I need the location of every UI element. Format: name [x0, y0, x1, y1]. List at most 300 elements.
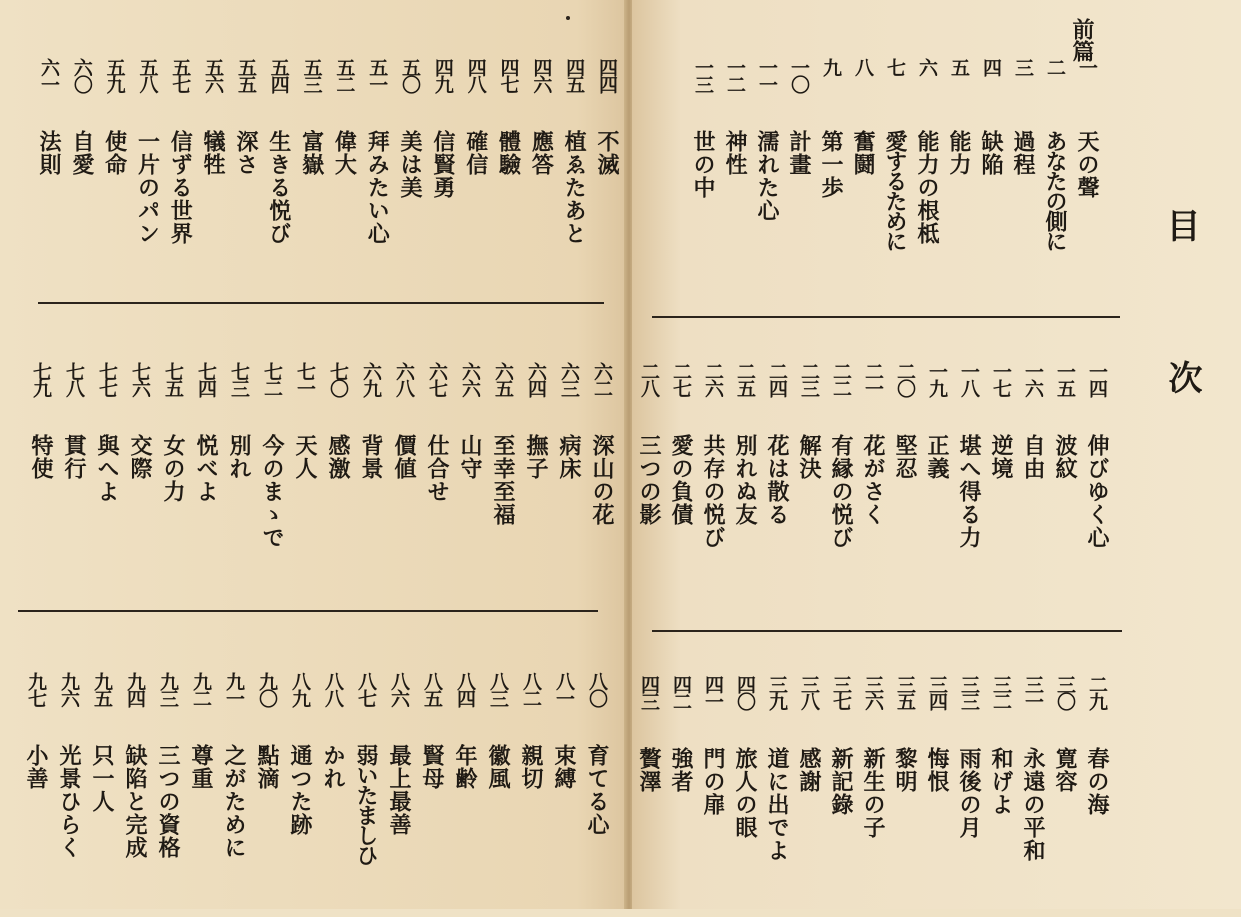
toc-entry[interactable] [753, 58, 780, 300]
toc-entry-title: 第一歩 [818, 130, 844, 199]
toc-entry[interactable] [593, 58, 620, 300]
toc-entry-title: 三つの資格 [155, 744, 181, 859]
toc-entry[interactable] [390, 362, 417, 604]
toc-entry[interactable] [955, 675, 982, 917]
toc-entry-number: 二 [1044, 58, 1066, 75]
toc-entry-title: 堪へ得る力 [956, 434, 982, 549]
toc-entry-number: 六七 [426, 362, 448, 396]
toc-entry[interactable] [363, 58, 390, 300]
toc-entry-number: 二九 [1086, 675, 1108, 709]
toc-entry-number: 三七 [830, 675, 852, 709]
toc-entry[interactable] [199, 58, 226, 300]
toc-entry[interactable] [166, 58, 193, 300]
toc-entry-title: 特使 [28, 434, 54, 480]
toc-entry[interactable] [699, 362, 726, 604]
toc-entry[interactable] [462, 58, 489, 300]
toc-entry-number: 一二 [724, 58, 746, 92]
toc-entry[interactable] [291, 362, 318, 604]
toc-entry-title: 天の聲 [1074, 130, 1100, 199]
toc-entry-number: 二〇 [894, 362, 916, 396]
toc-entry-number: 五一 [366, 58, 389, 92]
toc-entry-number: 八六 [388, 672, 410, 706]
toc-entry-number: 六 [916, 58, 938, 75]
toc-entry[interactable] [429, 58, 456, 300]
toc-entry-number: 九三 [157, 672, 179, 706]
toc-entry-title: 撫子 [523, 434, 549, 480]
toc-entry-number: 一九 [926, 362, 948, 396]
toc-entry-title: 親切 [518, 744, 544, 790]
toc-entry-title: 雨後の月 [956, 747, 982, 839]
toc-entry[interactable] [357, 362, 384, 604]
toc-entry-title: 贅澤 [636, 747, 662, 793]
toc-entry[interactable] [731, 362, 758, 604]
toc-entry-title: 門の扉 [700, 747, 726, 816]
toc-entry-number: 七七 [96, 362, 118, 396]
toc-entry-title: 能力の根柢 [914, 130, 940, 245]
toc-entry[interactable] [795, 362, 822, 604]
toc-entry[interactable] [955, 362, 982, 604]
left-band-3 [10, 672, 610, 902]
toc-entry-title: 愛の負債 [668, 434, 694, 526]
toc-entry-number: 四六 [530, 58, 553, 92]
toc-entry-number: 六九 [360, 362, 382, 396]
right-band-3 [636, 675, 1110, 905]
toc-entry-number: 七六 [129, 362, 151, 396]
toc-entry[interactable] [560, 58, 587, 300]
toc-entry[interactable] [324, 362, 351, 604]
toc-entry-title: 濡れた心 [754, 130, 780, 222]
toc-entry-number: 八〇 [586, 672, 608, 706]
toc-entry[interactable] [527, 58, 554, 300]
toc-entry-title: 缺陥 [978, 130, 1004, 176]
toc-entry-number: 三二 [990, 675, 1012, 709]
toc-entry[interactable] [721, 58, 748, 300]
toc-entry-number: 六一 [38, 58, 60, 92]
toc-entry[interactable] [635, 362, 662, 604]
toc-entry-number: 一四 [1086, 362, 1108, 396]
toc-entry-title: 共存の悦び [700, 434, 726, 549]
toc-entry[interactable] [517, 672, 544, 914]
toc-entry[interactable] [817, 58, 844, 300]
toc-entry-title: 使命 [101, 130, 128, 176]
toc-entry-number: 六二 [591, 362, 613, 396]
toc-entry-number: 五九 [103, 58, 126, 92]
divider-rule [38, 302, 604, 304]
toc-entry-number: 七二 [261, 362, 283, 396]
toc-entry-number: 九二 [190, 672, 212, 706]
toc-entry-title: 通つた跡 [287, 744, 313, 836]
toc-entry[interactable] [159, 362, 186, 604]
toc-entry[interactable] [827, 675, 854, 917]
toc-entry-title: 過程 [1010, 130, 1036, 176]
toc-entry-number: 三九 [766, 675, 788, 709]
toc-entry-title: 育てる心 [584, 744, 610, 836]
toc-entry[interactable] [298, 58, 325, 300]
toc-entry-title: 不滅 [594, 130, 620, 176]
toc-entry-title: 應答 [528, 130, 555, 176]
toc-entry-title: 天人 [292, 434, 318, 480]
toc-entry[interactable] [126, 362, 153, 604]
toc-entry[interactable] [987, 362, 1014, 604]
toc-entry-title: 計畫 [786, 130, 812, 176]
toc-entry[interactable] [550, 672, 577, 914]
divider-rule [18, 610, 598, 612]
toc-entry-title: 花は散る [764, 434, 790, 526]
toc-entry-title: 感謝 [796, 747, 822, 793]
toc-entry-number: 六五 [492, 362, 514, 396]
toc-entry[interactable] [795, 675, 822, 917]
toc-entry-title: 體驗 [495, 130, 522, 176]
toc-entry[interactable] [484, 672, 511, 914]
toc-entry-title: 小善 [23, 744, 49, 790]
toc-entry-title: 價値 [391, 434, 417, 480]
toc-entry[interactable] [923, 362, 950, 604]
toc-entry-title: 弱いたましひ [353, 744, 379, 864]
toc-entry-title: 逆境 [988, 434, 1014, 480]
toc-entry-title: 伸びゆく心 [1084, 434, 1110, 549]
toc-entry[interactable] [220, 672, 247, 914]
toc-entry-title: 信賢勇 [429, 130, 456, 199]
toc-entry-title: 有縁の悦び [828, 434, 854, 549]
toc-entry-title: 道に出でよ [764, 747, 790, 862]
toc-entry[interactable] [396, 58, 423, 300]
toc-entry[interactable] [588, 362, 615, 604]
divider-rule [652, 316, 1120, 318]
toc-entry-title: 深山の花 [589, 434, 615, 526]
right-band-2 [636, 362, 1110, 602]
toc-entry-title: 光景ひらく [56, 744, 82, 859]
toc-entry[interactable] [555, 362, 582, 604]
toc-entry-title: 缺陷と完成 [122, 744, 148, 859]
toc-entry[interactable] [891, 675, 918, 917]
toc-entry[interactable] [763, 675, 790, 917]
toc-entry[interactable] [286, 672, 313, 914]
toc-entry-title: 背景 [358, 434, 384, 480]
toc-entry-number: 二三 [798, 362, 820, 396]
toc-entry-title: 徽風 [485, 744, 511, 790]
toc-entry[interactable] [495, 58, 522, 300]
toc-entry-number: 二一 [862, 362, 884, 396]
toc-entry[interactable] [1019, 362, 1046, 604]
toc-entry-number: 九四 [124, 672, 146, 706]
toc-entry[interactable] [418, 672, 445, 914]
toc-entry-number: 四三 [638, 675, 660, 709]
toc-entry-title: 信ずる世界 [167, 130, 194, 245]
toc-entry-title: 至幸至福 [490, 434, 516, 526]
toc-entry[interactable] [731, 675, 758, 917]
title-char-1: 目 [1160, 208, 1200, 242]
toc-entry[interactable] [55, 672, 82, 914]
toc-entry[interactable] [1073, 58, 1100, 300]
toc-entry-title: 交際 [127, 434, 153, 480]
toc-entry[interactable] [635, 675, 662, 917]
toc-entry-number: 八 [852, 58, 874, 75]
toc-entry[interactable] [1083, 675, 1110, 917]
toc-entry-number: 三一 [1022, 675, 1044, 709]
toc-entry[interactable] [101, 58, 128, 300]
toc-entry-title: 點滴 [254, 744, 280, 790]
toc-entry[interactable] [88, 672, 115, 914]
toc-entry-title: 能力 [946, 130, 972, 176]
toc-entry-title: 三つの影 [636, 434, 662, 526]
toc-entry-title: かれ [320, 744, 346, 790]
page-mark [566, 16, 570, 20]
toc-entry[interactable] [319, 672, 346, 914]
toc-entry-title: 犠牲 [200, 130, 227, 176]
toc-entry-number: 九〇 [256, 672, 278, 706]
toc-entry-number: 四四 [596, 58, 618, 92]
toc-entry[interactable] [93, 362, 120, 604]
toc-entry-number: 三 [1012, 58, 1034, 75]
title-char-2: 次 [1162, 360, 1202, 394]
toc-entry[interactable] [456, 362, 483, 604]
toc-entry-title: あなたの側に [1042, 130, 1068, 250]
toc-entry-number: 五六 [202, 58, 225, 92]
toc-entry-title: 正義 [924, 434, 950, 480]
toc-entry-number: 三六 [862, 675, 884, 709]
toc-entry-number: 四五 [563, 58, 586, 92]
toc-entry-title: 與へよ [94, 434, 120, 503]
toc-entry[interactable] [232, 58, 259, 300]
toc-entry[interactable] [258, 362, 285, 604]
toc-entry-title: 自愛 [68, 130, 95, 176]
toc-entry-number: 五五 [234, 58, 257, 92]
toc-entry-number: 九 [820, 58, 842, 75]
left-band-2 [15, 362, 615, 602]
toc-entry-number: 二二 [830, 362, 852, 396]
toc-entry-number: 八四 [454, 672, 476, 706]
toc-entry-number: 五〇 [399, 58, 422, 92]
toc-entry-title: 波紋 [1052, 434, 1078, 480]
toc-entry-title: 新生の子 [860, 747, 886, 839]
toc-entry-title: 法則 [36, 130, 62, 176]
toc-entry[interactable] [859, 675, 886, 917]
toc-entry[interactable] [265, 58, 292, 300]
toc-entry[interactable] [451, 672, 478, 914]
toc-entry-number: 八八 [322, 672, 344, 706]
toc-entry[interactable] [22, 672, 49, 914]
toc-entry-number: 六四 [525, 362, 547, 396]
toc-entry[interactable] [1041, 58, 1068, 300]
toc-entry[interactable] [489, 362, 516, 604]
toc-entry-number: 六〇 [70, 58, 93, 92]
toc-entry-number: 七 [884, 58, 906, 75]
toc-entry-number: 五四 [267, 58, 290, 92]
toc-entry-number: 六三 [558, 362, 580, 396]
toc-entry-number: 九六 [58, 672, 80, 706]
toc-entry[interactable] [945, 58, 972, 300]
divider-rule [652, 630, 1122, 632]
toc-entry-number: 五二 [333, 58, 356, 92]
toc-entry-title: 黎明 [892, 747, 918, 793]
toc-entry-title: 春の海 [1084, 747, 1110, 816]
toc-entry-title: 新記錄 [828, 747, 854, 816]
toc-entry[interactable] [667, 675, 694, 917]
toc-entry-number: 七四 [195, 362, 217, 396]
toc-entry-title: 花がさく [860, 434, 886, 526]
toc-entry-title: 深さ [232, 130, 259, 176]
toc-entry-number: 三八 [798, 675, 820, 709]
toc-entry-number: 五七 [169, 58, 192, 92]
toc-entry-title: 束縛 [551, 744, 577, 790]
toc-entry-number: 四九 [431, 58, 454, 92]
toc-entry[interactable] [192, 362, 219, 604]
toc-entry[interactable] [1051, 675, 1078, 917]
toc-entry[interactable] [330, 58, 357, 300]
toc-entry-number: 五八 [136, 58, 159, 92]
toc-entry-number: 四〇 [734, 675, 756, 709]
toc-entry-title: 仕合せ [424, 434, 450, 503]
toc-entry-number: 九七 [25, 672, 47, 706]
toc-entry-title: 寛容 [1052, 747, 1078, 793]
toc-entry-title: 富嶽 [298, 130, 325, 176]
toc-entry-number: 八三 [487, 672, 509, 706]
toc-entry-title: 美は美 [397, 130, 424, 199]
toc-entry-title: 賢母 [419, 744, 445, 790]
toc-entry-title: 悔恨 [924, 747, 950, 793]
toc-entry-title: 感激 [325, 434, 351, 480]
toc-entry[interactable] [154, 672, 181, 914]
toc-entry-title: 山守 [457, 434, 483, 480]
toc-entry-number: 八五 [421, 672, 443, 706]
toc-entry[interactable] [1083, 362, 1110, 604]
toc-entry-title: 尊重 [188, 744, 214, 790]
toc-entry[interactable] [1019, 675, 1046, 917]
toc-entry-number: 八七 [355, 672, 377, 706]
toc-entry[interactable] [121, 672, 148, 914]
toc-entry-number: 二八 [638, 362, 660, 396]
toc-entry-number: 一一 [756, 58, 778, 92]
toc-entry-title: 年齢 [452, 744, 478, 790]
toc-entry-number: 四七 [497, 58, 520, 92]
toc-entry-number: 一 [1076, 58, 1098, 75]
toc-entry[interactable] [849, 58, 876, 300]
toc-entry-title: 神性 [722, 130, 748, 176]
toc-entry[interactable] [891, 362, 918, 604]
toc-entry-number: 七三 [228, 362, 250, 396]
toc-entry-number: 九一 [223, 672, 245, 706]
toc-entry-title: 奮鬪 [850, 130, 876, 176]
toc-entry-number: 四二 [670, 675, 692, 709]
toc-entry-title: 別れぬ友 [732, 434, 758, 526]
toc-entry-number: 二四 [766, 362, 788, 396]
toc-entry[interactable] [689, 58, 716, 300]
toc-entry-title: 自由 [1020, 434, 1046, 480]
toc-entry[interactable] [827, 362, 854, 604]
toc-entry-title: 悦べよ [193, 434, 219, 503]
toc-entry[interactable] [35, 58, 62, 300]
toc-entry[interactable] [977, 58, 1004, 300]
toc-entry-title: 偉大 [331, 130, 358, 176]
toc-entry-title: 永遠の平和 [1020, 747, 1046, 862]
toc-entry[interactable] [187, 672, 214, 914]
toc-entry-number: 一五 [1054, 362, 1076, 396]
toc-entry[interactable] [522, 362, 549, 604]
toc-entry-number: 一七 [990, 362, 1012, 396]
toc-entry-number: 八一 [553, 672, 575, 706]
toc-entry-title: 今のまゝで [259, 434, 285, 549]
toc-entry-title: 強者 [668, 747, 694, 793]
toc-entry-title: 貫行 [61, 434, 87, 480]
toc-entry-title: 旅人の眼 [732, 747, 758, 839]
toc-entry[interactable] [385, 672, 412, 914]
toc-entry-number: 九五 [91, 672, 113, 706]
toc-entry-number: 三〇 [1054, 675, 1076, 709]
left-band-1 [35, 58, 620, 298]
toc-entry[interactable] [913, 58, 940, 300]
toc-entry-number: 五 [948, 58, 970, 75]
toc-entry[interactable] [423, 362, 450, 604]
toc-entry[interactable] [785, 58, 812, 300]
toc-entry-number: 七九 [30, 362, 52, 396]
toc-entry[interactable] [60, 362, 87, 604]
toc-entry[interactable] [133, 58, 160, 300]
toc-entry-number: 八九 [289, 672, 311, 706]
toc-entry-number: 七八 [63, 362, 85, 396]
toc-entry-title: 堅忍 [892, 434, 918, 480]
toc-entry-title: 和げよ [988, 747, 1014, 816]
toc-entry-number: 二六 [702, 362, 724, 396]
toc-entry[interactable] [68, 58, 95, 300]
toc-entry-title: 只一人 [89, 744, 115, 813]
toc-entry-title: 世の中 [690, 130, 716, 199]
toc-entry[interactable] [923, 675, 950, 917]
toc-entry-number: 六八 [393, 362, 415, 396]
toc-entry-title: 植ゑたあと [561, 130, 588, 245]
toc-entry[interactable] [1051, 362, 1078, 604]
toc-entry-number: 四一 [702, 675, 724, 709]
toc-entry-number: 四八 [464, 58, 487, 92]
toc-entry-number: 三五 [894, 675, 916, 709]
toc-entry-title: 解決 [796, 434, 822, 480]
toc-entry-number: 七五 [162, 362, 184, 396]
toc-entry-title: 病床 [556, 434, 582, 480]
toc-entry-number: 四 [980, 58, 1002, 75]
toc-entry-number: 二五 [734, 362, 756, 396]
toc-entry[interactable] [667, 362, 694, 604]
toc-entry[interactable] [763, 362, 790, 604]
toc-entry-title: 別れ [226, 434, 252, 480]
toc-entry-number: 五三 [300, 58, 323, 92]
toc-entry[interactable] [859, 362, 886, 604]
toc-entry-title: 之がために [221, 744, 247, 859]
toc-entry[interactable] [881, 58, 908, 300]
toc-entry-number: 六六 [459, 362, 481, 396]
toc-entry-number: 三四 [926, 675, 948, 709]
toc-entry[interactable] [1009, 58, 1036, 300]
toc-entry-title: 最上最善 [386, 744, 412, 836]
toc-entry-number: 一〇 [788, 58, 810, 92]
toc-entry-number: 二七 [670, 362, 692, 396]
toc-entry[interactable] [583, 672, 610, 914]
toc-entry[interactable] [987, 675, 1014, 917]
toc-entry-title: 確信 [462, 130, 489, 176]
toc-entry-number: 七一 [294, 362, 316, 396]
toc-entry[interactable] [253, 672, 280, 914]
toc-entry-number: 七〇 [327, 362, 349, 396]
toc-entry-title: 拜みたい心 [364, 130, 391, 245]
toc-entry-title: 女の力 [160, 434, 186, 503]
toc-entry[interactable] [352, 672, 379, 914]
toc-entry-number: 一八 [958, 362, 980, 396]
right-band-1 [640, 58, 1100, 298]
toc-entry[interactable] [225, 362, 252, 604]
toc-entry-number: 三三 [958, 675, 980, 709]
toc-entry-number: 八二 [520, 672, 542, 706]
toc-entry[interactable] [27, 362, 54, 604]
toc-entry[interactable] [699, 675, 726, 917]
toc-entry-number: 一六 [1022, 362, 1044, 396]
